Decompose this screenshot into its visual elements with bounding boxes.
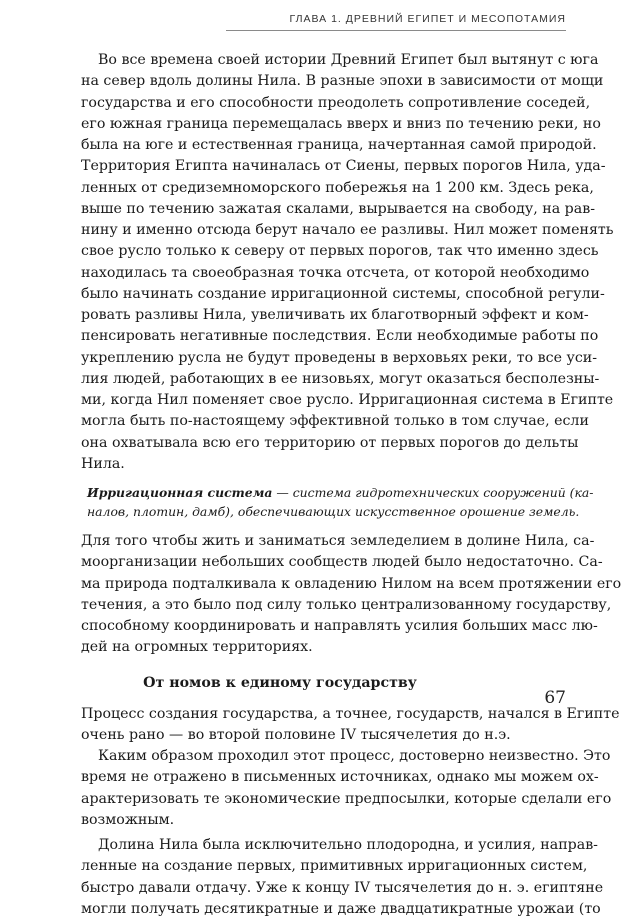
text-line: ма природа подталкивала к овладению Нилом на всем протяжении его [81,575,621,592]
text-line: свое русло только к северу от первых порогов, так что именно здесь [81,243,599,260]
definition-line: налов, плотин, дамб), обеспечивающих искусственное орошение земель. [87,504,580,519]
text-line: могли получать десятикратные и даже двадцатикратные урожаи (то [81,900,601,917]
text-line: моорганизации небольших сообществ людей было недостаточно. Са- [81,554,603,571]
paragraph-process [81,746,612,831]
text-line: время не отражено в письменных источниках, однако мы можем ох- [81,769,599,786]
text-line: Для того чтобы жить и заниматься земледелием в долине Нила, са- [81,533,595,549]
text-line: она охватывала всю его территорию от первых порогов до дельты [81,434,579,451]
text-line: пенсировать негативные последствия. Если необходимые работы по [81,328,599,345]
text-line: выше по течению зажатая скалами, вырывается на свободу, на рав- [81,200,595,217]
text-line: могла быть по-настоящему эффективной только в том случае, если [81,413,589,430]
text-line: дей на огромных территориях. [81,639,313,656]
text-line: очень рано — во второй половине IV тысячелетия до н.э. [81,726,511,743]
text-line: укреплению русла не будут проведены в верховьях реки, то все уси- [81,349,598,366]
text-line: нину и именно отсюда берут начало ее разливы. Нил может поменять [81,222,614,238]
text-line: Процесс создания государства, а точнее, государств, начался в Египте [81,705,620,722]
definition-line [87,483,594,502]
text-line: находилась та своеобразная точка отсчета, от которой необходимо [81,264,590,281]
running-head: ГЛАВА 1. ДРЕВНИЙ ЕГИПЕТ И МЕСОПОТАМИЯ [289,13,566,25]
section-heading: От номов к единому государству [143,674,417,691]
text-line: Каким образом проходил этот процесс, достоверно неизвестно. Это [98,748,611,764]
text-line: возможным. [81,811,175,828]
text-line: Долина Нила была исключительно плодородна, и усилия, направ- [98,837,598,853]
text-line: ленные на создание первых, примитивных ирригационных систем, [81,858,588,875]
text-line: Нила. [81,455,125,472]
text-line: его южная граница перемещалась вверх и вниз по течению реки, но [81,115,601,132]
text-line: ми, когда Нил поменяет свое русло. Ирригационная система в Египте [81,392,614,408]
paragraph-fertility [81,835,604,920]
text-line: способному координировать и направлять усилия больших масс лю- [81,618,598,634]
text-line: быстро давали отдачу. Уже к концу IV тысячелетия до н. э. египтяне [81,879,604,896]
paragraph-centralization [81,531,621,659]
definition-box [81,483,594,521]
text-line: на север вдоль долины Нила. В разные эпохи в зависимости от мощи [81,73,604,90]
text-line: арактеризовать те экономические предпосылки, которые сделали его [81,790,612,807]
text-line: Территория Египта начиналась от Сиены, первых порогов Нила, уда- [81,158,606,175]
definition-term: Ирригационная система [87,485,273,500]
text-line: Во все времена своей истории Древний Египет был вытянут с юга [98,52,599,68]
page-number: 67 [544,688,566,708]
text-line: течения, а это было под силу только централизованному государству, [81,596,612,613]
text-line: лия людей, работающих в ее низовьях, могут оказаться бесполезны- [81,370,600,387]
text-line: ленных от средиземноморского побережья на 1 200 км. Здесь река, [81,179,594,196]
paragraph-state-origin [81,704,620,747]
text-line: была на юге и естественная граница, начертанная самой природой. [81,137,597,153]
text-line: ровать разливы Нила, увеличивать их благотворный эффект и ком- [81,307,589,323]
text-line: было начинать создание ирригационной системы, способной регули- [81,285,605,302]
text-line: государства и его способности преодолеть сопротивление соседей, [81,94,591,111]
definition-text: — система гидротехнических сооружений (ка- [272,485,594,500]
paragraph-nile-geography [81,50,614,475]
running-head-rule [226,30,566,31]
